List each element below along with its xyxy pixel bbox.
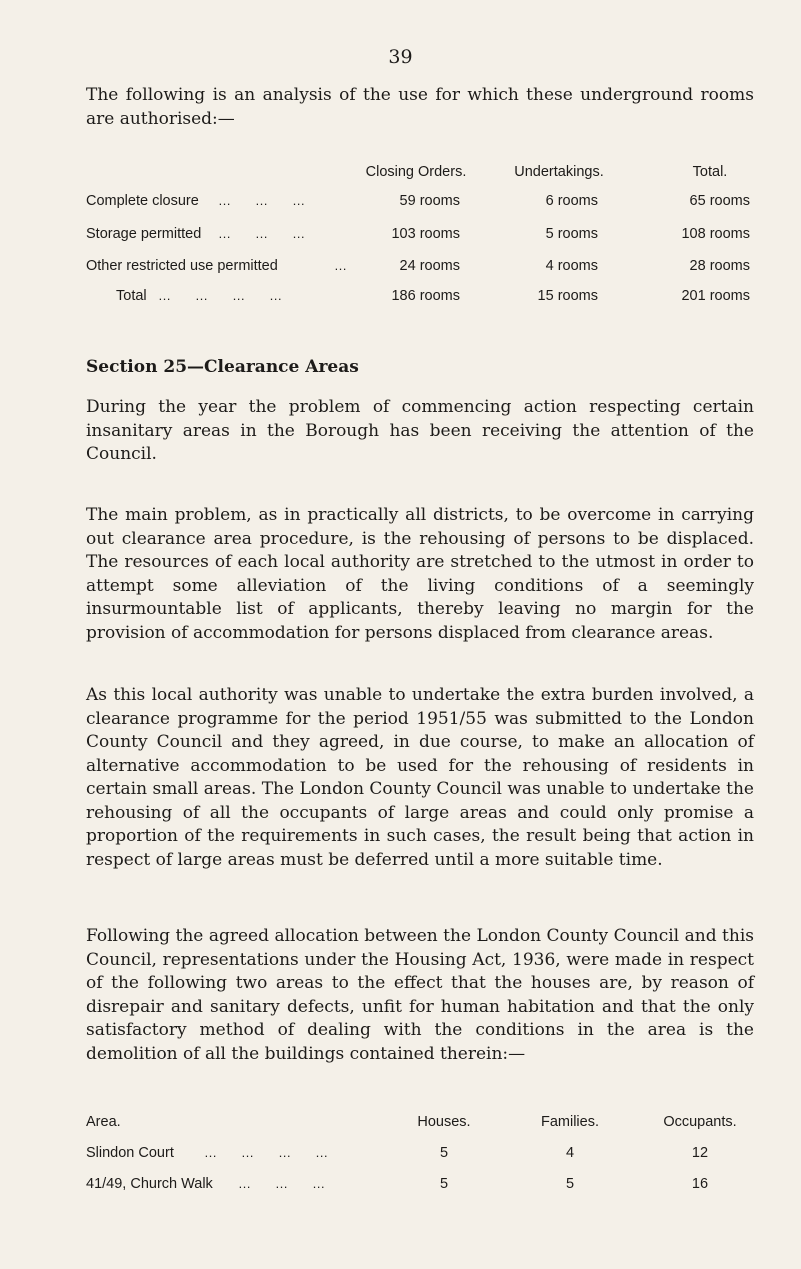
leader-dots: … — [334, 258, 348, 273]
section-title: Section 25—Clearance Areas — [86, 357, 359, 377]
page-number: 39 — [388, 46, 413, 68]
cell-families: 5 — [565, 1176, 575, 1192]
cell-total: 65 rooms — [689, 193, 750, 209]
cell-families: 4 — [565, 1145, 575, 1161]
cell-occupants: 12 — [691, 1145, 709, 1161]
area-name: Slindon Court — [86, 1145, 174, 1161]
cell-houses: 5 — [439, 1145, 449, 1161]
paragraph-3: As this local authority was unable to undertake the extra burden involved, a clearance programme for the period 1951/55 was submitted to the London County Council and they agreed, in due course, to make an allocation of alternative accommodation to be used for the rehousing of residents in certain small areas. The London County Council was unable to undertake the rehousing of all the occupants of large areas and could only promise a proportion of the requirements in such cases, the result being that action in respect of large areas must be deferred until a more suitable time. — [86, 685, 754, 870]
cell-houses: 5 — [439, 1176, 449, 1192]
header-undertakings: Undertakings. — [514, 164, 604, 180]
cell-undertakings: 4 rooms — [545, 258, 598, 274]
row-label-storage-permitted: Storage permitted — [86, 226, 202, 242]
header-houses: Houses. — [417, 1114, 471, 1130]
header-families: Families. — [540, 1114, 599, 1130]
cell-total: 108 rooms — [681, 226, 750, 242]
cell-closing: 103 rooms — [391, 226, 460, 242]
cell-undertakings: 6 rooms — [545, 193, 598, 209]
cell-total: 201 rooms — [681, 288, 750, 304]
intro-paragraph: The following is an analysis of the use for which these underground rooms are authorised:— — [86, 85, 754, 129]
leader-dots: … … … … — [158, 288, 284, 303]
area-name: 41/49, Church Walk — [86, 1176, 213, 1192]
leader-dots: … … … — [238, 1176, 327, 1191]
paragraph-1: During the year the problem of commencing action respecting certain insanitary areas in the Borough has been receiving the attention of the Council. — [86, 397, 754, 464]
header-occupants: Occupants. — [663, 1114, 737, 1130]
cell-undertakings: 15 rooms — [537, 288, 598, 304]
cell-closing: 59 rooms — [399, 193, 460, 209]
paragraph-2: The main problem, as in practically all districts, to be overcome in carrying out clearance area procedure, is the rehousing of persons to be displaced. The resources of each local authority are stretched to the utmost in order to attempt some alleviation of the living conditions of a seemingly insurmountable list of applicants, thereby leaving no margin for the provision of accommodation for persons displaced from clearance areas. — [86, 505, 754, 643]
cell-total: 28 rooms — [689, 258, 750, 274]
leader-dots: … … … — [218, 226, 307, 241]
cell-undertakings: 5 rooms — [545, 226, 598, 242]
row-label-total: Total — [116, 288, 147, 304]
row-label-complete-closure: Complete closure — [86, 193, 199, 209]
leader-dots: … … … — [218, 193, 307, 208]
paragraph-4: Following the agreed allocation between the London County Council and this Council, representations under the Housing Act, 1936, were made in respect of the following two areas to the effect that the houses are, by reason of disrepair and sanitary defects, unfit for human habitation and that the only satisfactory method of dealing with the conditions in the area is the demolition of all the buildings contained therein:— — [86, 926, 754, 1064]
header-closing-orders: Closing Orders. — [365, 164, 467, 180]
leader-dots: … … … … — [204, 1145, 330, 1160]
header-total: Total. — [692, 164, 728, 180]
cell-occupants: 16 — [691, 1176, 709, 1192]
cell-closing: 24 rooms — [399, 258, 460, 274]
cell-closing: 186 rooms — [391, 288, 460, 304]
header-area: Area. — [86, 1114, 121, 1130]
row-label-other-restricted: Other restricted use permitted — [86, 258, 278, 274]
